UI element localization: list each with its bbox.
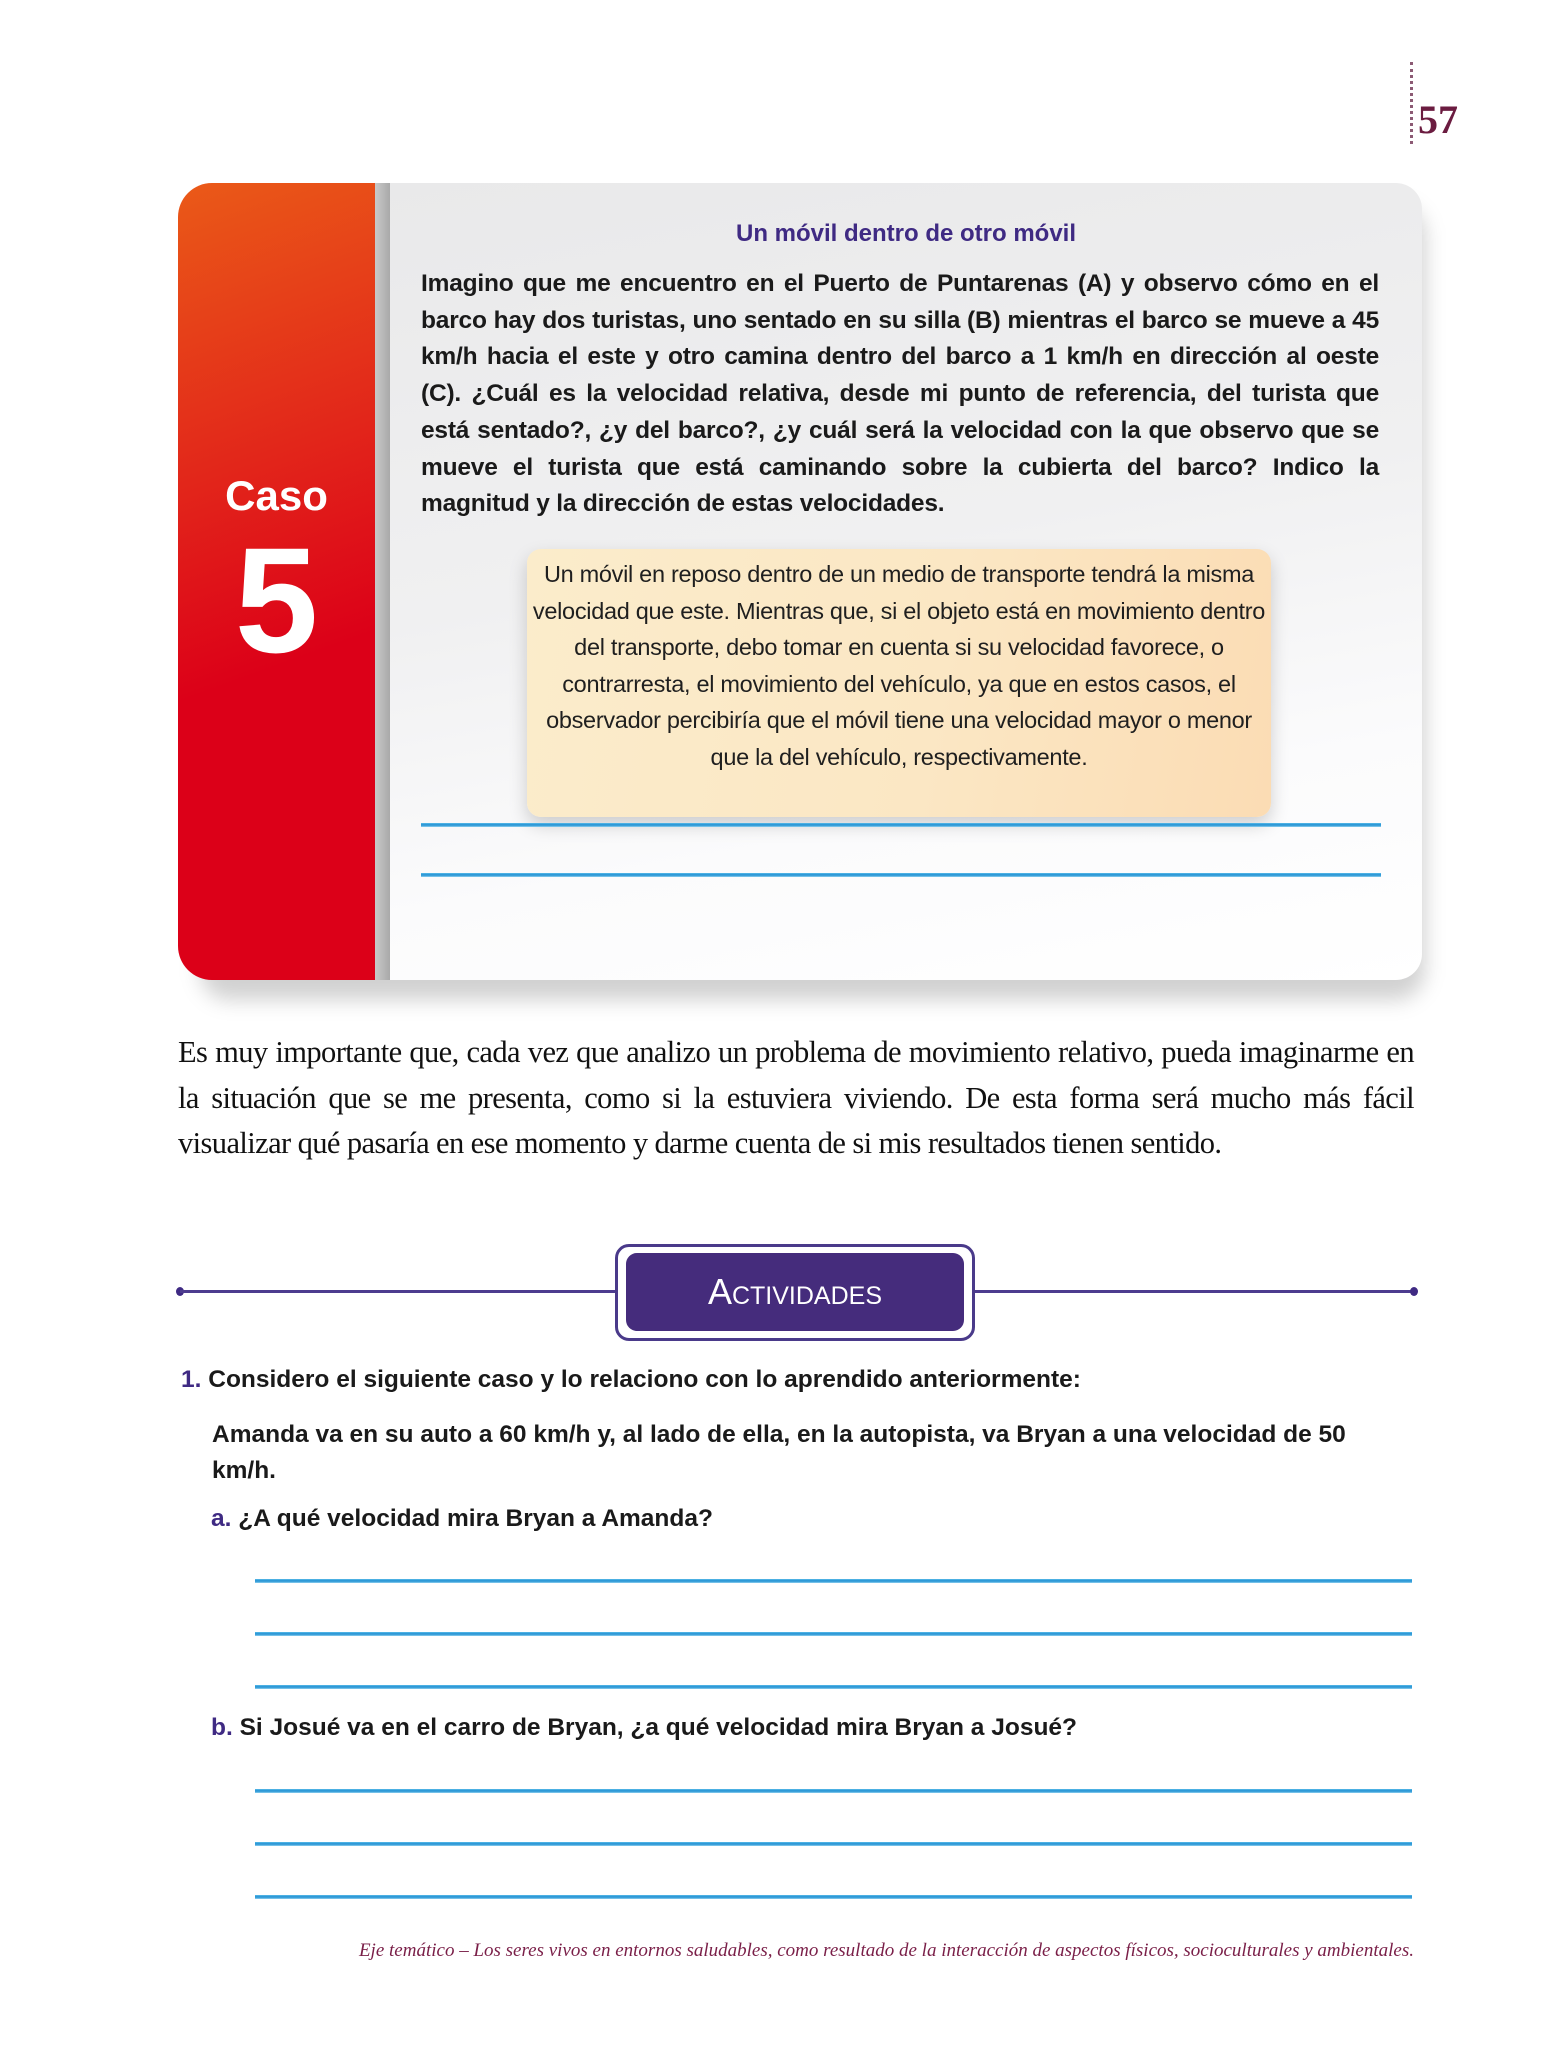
footer-theme: Eje temático – Los seres vivos en entornos saludables, como resultado de la interacción de aspectos físicos, socioculturales y ambientales. <box>358 1940 1414 1961</box>
question-1 <box>181 1366 1081 1394</box>
activities-rule-right <box>972 1290 1414 1293</box>
page-number-divider <box>1410 62 1413 144</box>
answer-line[interactable] <box>421 873 1381 877</box>
question-number: 1. <box>181 1366 202 1393</box>
answer-line[interactable] <box>255 1632 1412 1636</box>
answer-line[interactable] <box>255 1579 1412 1583</box>
note-text: Un móvil en reposo dentro de un medio de transporte tendrá la misma velocidad que este. Mientras que, si el objeto está en movimiento dentro del transporte, debo tomar en cuenta si su velocidad favorece, o contrarresta, el movimiento del vehículo, ya que en estos casos, el observador percibiría que el móvil tiene una velocidad mayor o menor que la del vehículo, respectivamente. <box>532 561 1266 770</box>
case-tab-separator <box>375 183 390 980</box>
case-number: 5 <box>234 516 319 684</box>
intro-paragraph: Es muy importante que, cada vez que analizo un problema de movimiento relativo, pueda imaginarme en la situación que se me presenta, como si la estuviera viviendo. De esta forma será mucho más fácil visualizar qué pasaría en ese momento y darme cuenta de si mis resultados tienen sentido. <box>178 1035 1414 1161</box>
subquestion-b <box>211 1714 1077 1742</box>
answer-line[interactable] <box>421 823 1381 827</box>
case-label: Caso <box>225 472 328 519</box>
activities-title: Actividades <box>707 1271 883 1312</box>
answer-line[interactable] <box>255 1895 1412 1899</box>
case-body: Imagino que me encuentro en el Puerto de Puntarenas (A) y observo cómo en el barco hay dos turistas, uno sentado en su silla (B) mientras el barco se mueve a 45 km/h hacia el este y otro camina dentro del barco a 1 km/h en dirección al oeste (C). ¿Cuál es la velocidad relativa, desde mi punto de referencia, del turista que está sentado?, ¿y del barco?, ¿y cuál será la velocidad con la que observo que se mueve el turista que está caminando sobre la cubierta del barco? Indico la magnitud y la dirección de estas velocidades. <box>421 270 1379 518</box>
case-title: Un móvil dentro de otro móvil <box>735 220 1077 247</box>
answer-line[interactable] <box>255 1789 1412 1793</box>
subquestion-letter: b. <box>211 1714 233 1741</box>
answer-line[interactable] <box>255 1685 1412 1689</box>
page-number: 57 <box>1418 97 1458 142</box>
subquestion-a <box>211 1505 713 1533</box>
subquestion-text: Si Josué va en el carro de Bryan, ¿a qué velocidad mira Bryan a Josué? <box>239 1714 1078 1741</box>
activities-badge <box>626 1253 964 1331</box>
subquestion-letter: a. <box>211 1505 232 1532</box>
rule-end-dot <box>1410 1287 1418 1296</box>
answer-line[interactable] <box>255 1842 1412 1846</box>
activities-rule-left <box>180 1290 620 1293</box>
question-prompt: Considero el siguiente caso y lo relaciono con lo aprendido anteriormente: <box>208 1366 1081 1393</box>
question-context: Amanda va en su auto a 60 km/h y, al lado de ella, en la autopista, va Bryan a una velocidad de 50 km/h. <box>212 1421 1346 1484</box>
subquestion-text: ¿A qué velocidad mira Bryan a Amanda? <box>238 1505 713 1532</box>
